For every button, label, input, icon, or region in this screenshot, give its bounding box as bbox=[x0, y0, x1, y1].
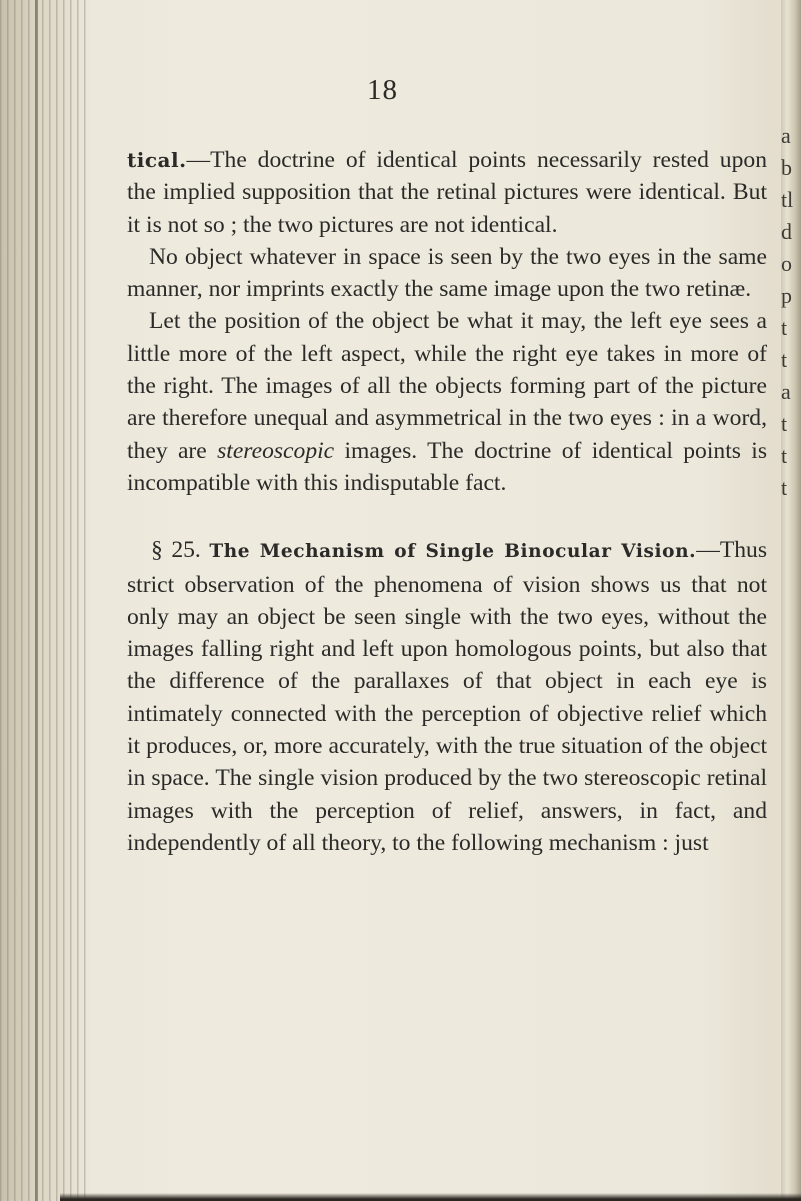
section-spacer bbox=[127, 499, 767, 534]
run-in-heading: tical. bbox=[127, 148, 187, 172]
body-text bbox=[127, 144, 767, 859]
section-number: § 25. bbox=[151, 537, 201, 564]
paragraph-2 bbox=[127, 241, 767, 306]
page-gutter-shadow bbox=[0, 0, 90, 1201]
page-bottom-shadow bbox=[60, 1193, 801, 1201]
paragraph-1 bbox=[127, 144, 767, 241]
paragraph-3-text-b: images. The doctrine of identical points is incompatible with this indisputable fact. bbox=[127, 437, 767, 496]
paragraph-3 bbox=[127, 305, 767, 499]
section-paragraph bbox=[127, 534, 767, 859]
binding-edge bbox=[35, 0, 38, 1201]
facing-page-fragments: a b tl d o p t t a t t t bbox=[781, 123, 794, 500]
paragraph-3-text-a: Let the position of the object be what it may, the left eye sees a little more of the left aspect, while the right eye takes in more of the right. The images of all the objects forming part of the picture are therefore unequal and asymmetrical in the two eyes : in a word, they are bbox=[127, 308, 767, 464]
section-text: —Thus strict observation of the phenomena of vision shows us that not only may an object be seen single with the two eyes, without the images falling right and left upon homologous points, but also that the difference of the parallaxes of that object in each eye is intimately connected with the perception of objective relief which it produces, or, more accurately, with the true situation of the object in space. The single vision produced by the two stereoscopic retinal images with the perception of relief, answers, in fact, and independently of all theory, to the following mechanism : just bbox=[127, 537, 767, 856]
italic-term: stereoscopic bbox=[217, 437, 335, 464]
paragraph-1-text: —The doctrine of identical points necessarily rested upon the implied supposition that the retinal pictures were identical. But it is not so ; the two pictures are not identical. bbox=[127, 147, 767, 238]
section-heading: The Mechanism of Single Binocular Vision. bbox=[209, 541, 697, 563]
paragraph-2-text: No object whatever in space is seen by the two eyes in the same manner, nor imprints exactly the same image upon the two retinæ. bbox=[127, 243, 767, 303]
page-number: 18 bbox=[367, 74, 398, 106]
